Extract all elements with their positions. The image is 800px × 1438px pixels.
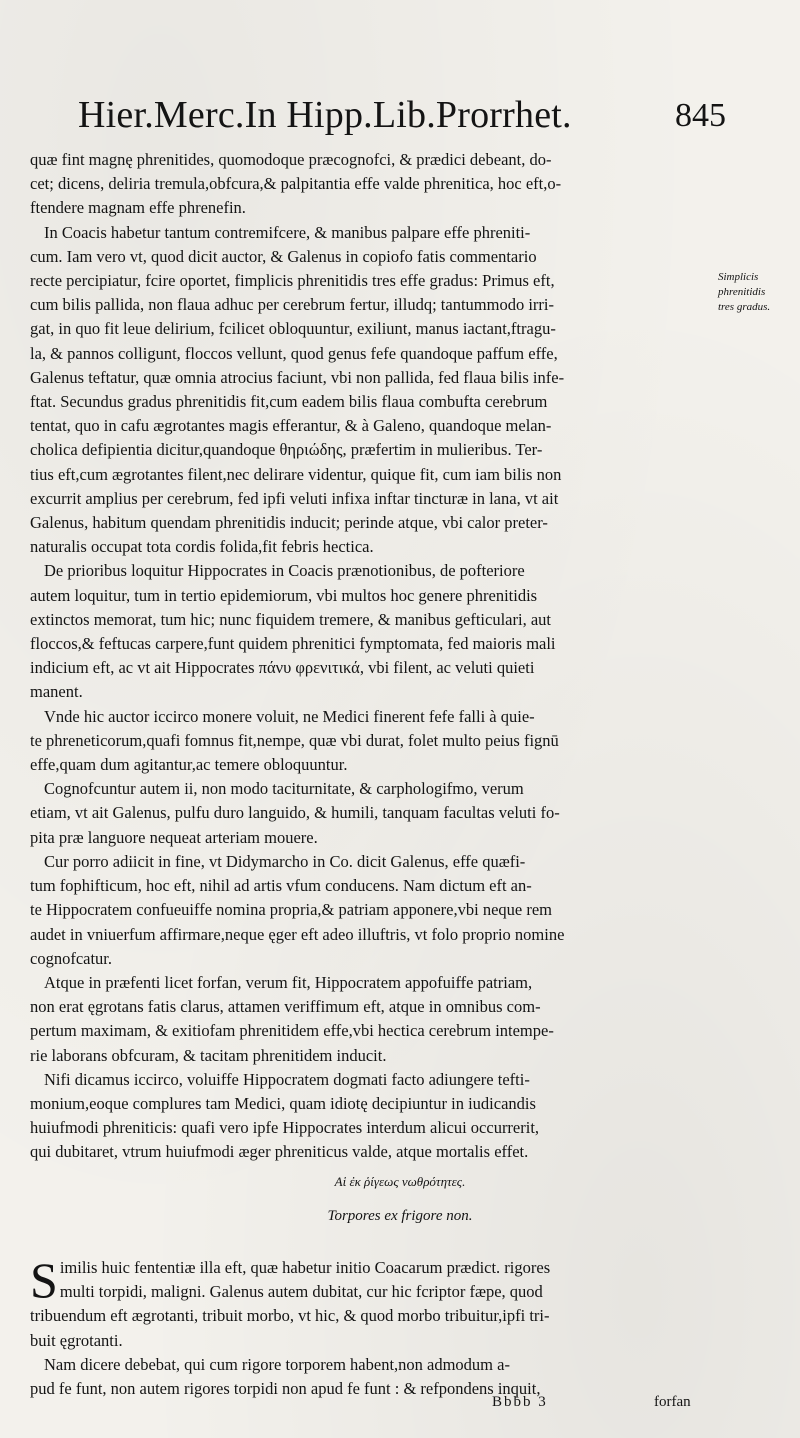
margin-note-line: tres gradus. xyxy=(718,301,771,313)
text-line: excurrit amplius per cerebrum, fed ipfi veluti infixa inftar tincturæ in lana, vt ait xyxy=(30,488,559,508)
text-line: In Coacis habetur tantum contremifcere, & manibus palpare effe phreniti- xyxy=(44,222,531,242)
text-line: pita præ languore nequeat arteriam mouere. xyxy=(30,827,318,847)
text-line: imilis huic fententiæ illa eft, quæ habetur initio Coacarum prædict. rigores xyxy=(59,1258,551,1277)
text-line: ftendere magnam effe phrenefin. xyxy=(30,198,246,218)
text-line: rie laborans obfcuram, & tacitam phrenitidem inducit. xyxy=(30,1045,387,1065)
text-line: non erat ęgrotans fatis clarus, attamen veriffimum eft, atque in omnibus com- xyxy=(30,997,541,1017)
text-line: extinctos memorat, tum hic; nunc fiquidem tremere, & manibus gefticulari, aut xyxy=(30,609,551,629)
margin-note xyxy=(718,270,798,315)
text-line: indicium eft, ac vt ait Hippocrates πάνυ φρενιτικά, vbi filent, ac veluti quieti xyxy=(30,658,535,678)
text-line: tum fophifticum, hoc eft, nihil ad artis vfum conducens. Nam dictum eft an- xyxy=(30,876,532,896)
margin-note-line: Simplicis xyxy=(718,271,759,283)
text-line: cholica defipientia dicitur,quandoque θηριώδης, præfertim in mulieribus. Ter- xyxy=(30,440,543,460)
text-line: floccos,& feftucas carpere,funt quidem phrenitici fymptomata, fed maioris mali xyxy=(30,634,556,654)
text-line: cognofcatur. xyxy=(30,948,113,968)
text-line: te phreneticorum,quafi fomnus fit,nempe, quæ vbi durat, folet multo peius fignū xyxy=(30,730,559,750)
text-line: naturalis occupat tota cordis folida,fit febris hectica. xyxy=(30,537,374,557)
text-line: tentat, quo in cafu ægrotantes magis efferantur, & à Galeno, quandoque melan- xyxy=(30,416,552,436)
text-line: cum bilis pallida, non flaua adhuc per cerebrum fertur, illudq; tantummodo irri- xyxy=(30,295,554,315)
text-line: ftat. Secundus gradus phrenitidis fit,cum eadem bilis flaua combufta cerebrum xyxy=(30,392,548,412)
text-line: multi torpidi, maligni. Galenus autem dubitat, cur hic fcriptor fæpe, quod xyxy=(59,1282,543,1302)
running-title: Hier.Merc.In Hipp.Lib.Prorrhet. xyxy=(78,94,572,136)
text-line: Cur porro adiicit in fine, vt Didymarcho in Co. dicit Galenus, effe quæfi- xyxy=(44,851,526,871)
text-line: Atque in præfenti licet forfan, verum fit, Hippocratem appofuiffe patriam, xyxy=(44,972,533,992)
drop-initial: S xyxy=(30,1252,58,1308)
main-text-block xyxy=(30,148,710,1165)
text-line: cum. Iam vero vt, quod dicit auctor, & Galenus in copiofo fatis commentario xyxy=(30,246,537,266)
text-line: cet; dicens, deliria tremula,obfcura,& palpitantia effe valde phrenitica, hoc eft,o- xyxy=(30,174,562,194)
text-line: Nam dicere debebat, qui cum rigore torporem habent,non admodum a- xyxy=(44,1354,510,1374)
text-line: audet in vniuerfum affirmare,neque ęger eft adeo illuftris, vt folo proprio nomine xyxy=(30,924,565,944)
text-line: De prioribus loquitur Hippocrates in Coacis prænotionibus, de pofteriore xyxy=(44,561,525,581)
text-line: huiufmodi phreniticis: quafi vero ipfe Hippocrates interdum alicui occurrerit, xyxy=(30,1118,540,1138)
latin-aphorism-heading: Torpores ex frigore non. xyxy=(327,1208,473,1224)
text-line: Galenus, habitum quendam phrenitidis inducit; perinde atque, vbi calor preter- xyxy=(30,513,548,533)
text-line: Nifi dicamus iccirco, voluiffe Hippocratem dogmati facto adiungere tefti- xyxy=(44,1069,530,1089)
commentary-text-block xyxy=(30,1252,710,1401)
text-line: pertum maximam, & exitiofam phrenitidem effe,vbi hectica cerebrum intempe- xyxy=(30,1021,554,1041)
greek-aphorism-heading: Αἱ ἐκ ῥίγεως νωθρότητες. xyxy=(334,1174,466,1189)
text-line: pud fe funt, non autem rigores torpidi non apud fe funt : & refpondens inquit, xyxy=(30,1379,541,1399)
margin-note-line: phrenitidis xyxy=(718,286,766,298)
signature-mark: Bbbb 3 xyxy=(492,1394,548,1410)
text-line: effe,quam dum agitantur,ac temere obloquuntur. xyxy=(30,755,348,775)
text-line: monium,eoque complures tam Medici, quam idiotę decipiuntur in iudicandis xyxy=(30,1093,536,1113)
text-line: tius eft,cum ægrotantes filent,nec delirare videntur, quique fit, cum iam bilis non xyxy=(30,464,562,484)
text-line: Galenus teftatur, quæ omnia atrocius faciunt, vbi non pallida, fed flaua bilis infe- xyxy=(30,367,565,387)
text-line: qui dubitaret, vtrum huiufmodi æger phreniticus valde, atque mortalis effet. xyxy=(30,1142,529,1162)
text-line: autem loquitur, tum in tertio epidemiorum, vbi multos hoc genere phrenitidis xyxy=(30,585,538,605)
text-line: te Hippocratem confueuiffe nomina propria,& patriam apponere,vbi neque rem xyxy=(30,900,552,920)
text-line: Vnde hic auctor iccirco monere voluit, ne Medici finerent fefe falli à quie- xyxy=(44,706,535,726)
text-line: tribuendum eft ægrotanti, tribuit morbo, vt hic, & quod morbo tribuitur,ipfi tri- xyxy=(30,1306,550,1326)
text-line: recte percipiatur, fcire oportet, fimplicis phrenitidis tres effe gradus: Primus eft, xyxy=(30,271,555,291)
catchword: forfan xyxy=(654,1394,691,1410)
text-line: quæ fint magnę phrenitides, quomodoque præcognofci, & prædici debeant, do- xyxy=(30,150,552,169)
text-line: la, & pannos colligunt, floccos vellunt, quod genus fefe quandoque paffum effe, xyxy=(30,343,558,363)
text-line: gat, in quo fit leue delirium, fcilicet obloquuntur, exiliunt, manus iactant,ftragu- xyxy=(30,319,556,339)
text-line: etiam, vt ait Galenus, pulfu duro languido, & humili, tanquam facultas veluti fo- xyxy=(30,803,560,823)
text-line: buit ęgrotanti. xyxy=(30,1330,123,1350)
text-line: manent. xyxy=(30,682,83,702)
page-number: 845 xyxy=(675,97,726,134)
text-line: Cognofcuntur autem ii, non modo taciturnitate, & carphologifmo, verum xyxy=(44,779,524,799)
